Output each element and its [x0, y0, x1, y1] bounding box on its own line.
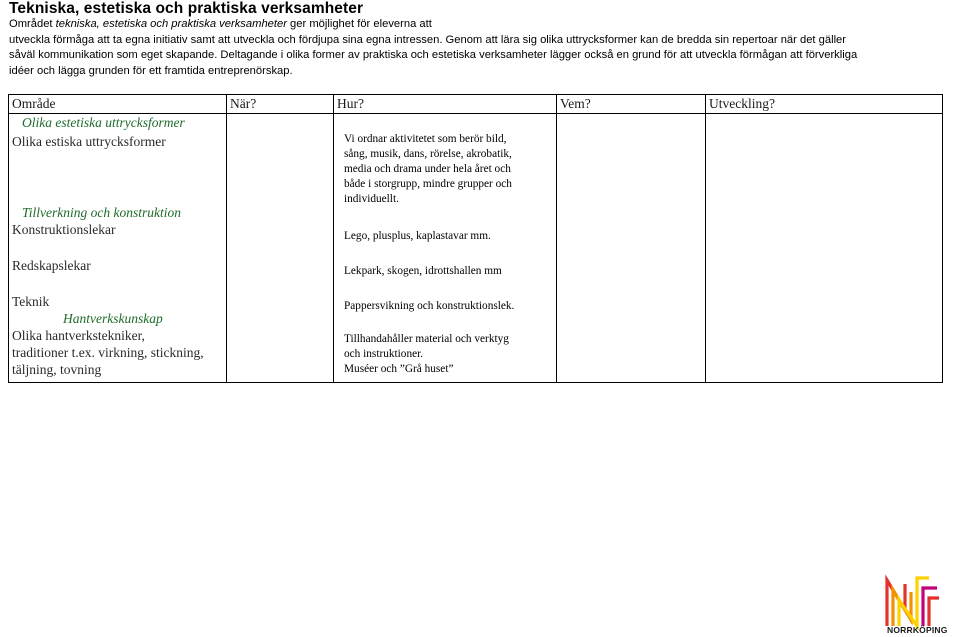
intro-line-2: utveckla förmåga att ta egna initiativ samt att utveckla och fördjupa sina egna intressen. Genom att lära sig olika uttrycksformer kan de bredda sin repertoar när det gäller	[9, 33, 847, 46]
page-title: Tekniska, estetiska och praktiska verksamheter	[9, 0, 364, 17]
table-header-row	[9, 95, 943, 114]
how-text: individuellt.	[344, 193, 399, 205]
hur-cell	[334, 114, 557, 383]
area-label: Olika estiska uttrycksformer	[12, 134, 166, 149]
area-label: täljning, tovning	[12, 362, 102, 377]
activity-table	[8, 94, 943, 383]
how-text: Tillhandahåller material och verktyg	[344, 333, 509, 345]
nar-cell	[227, 114, 334, 383]
area-label: Konstruktionslekar	[12, 222, 116, 237]
header-vem: Vem?	[557, 95, 706, 114]
intro-paragraph	[9, 17, 939, 79]
how-text: Vi ordnar aktivitetet som berör bild,	[344, 133, 507, 145]
intro-line-3: såväl kommunikation som eget skapande. Deltagande i olika former av praktiska och estetiska verksamheter lägger också en grund för att utveckla förmågan att förverkliga	[9, 49, 858, 61]
utveckling-cell	[706, 114, 943, 383]
how-text: media och drama under hela året och	[344, 163, 511, 175]
how-text: Pappersvikning och konstruktionslek.	[344, 300, 515, 312]
header-utveckling: Utveckling?	[706, 95, 943, 114]
logo-text: NORRKÖPING	[887, 625, 948, 635]
area-label: traditioner t.ex. virkning, stickning,	[12, 345, 204, 360]
header-omrade: Område	[9, 95, 227, 114]
norrkoping-logo-icon	[883, 566, 943, 634]
area-label: Teknik	[12, 294, 50, 309]
how-text: Lekpark, skogen, idrottshallen mm	[344, 265, 502, 277]
how-text: Muséer och ”Grå huset”	[344, 363, 454, 375]
area-cell	[9, 114, 227, 383]
how-text: Lego, plusplus, kaplastavar mm.	[344, 230, 491, 242]
vem-cell	[557, 114, 706, 383]
section-title: Tillverkning och konstruktion	[22, 205, 181, 220]
section-title: Hantverkskunskap	[63, 311, 163, 326]
area-label: Redskapslekar	[12, 258, 91, 273]
how-text: och instruktioner.	[344, 348, 424, 360]
header-nar: När?	[227, 95, 334, 114]
how-text: både i storgrupp, mindre grupper och	[344, 178, 512, 190]
header-hur: Hur?	[334, 95, 557, 114]
area-label: Olika hantverkstekniker,	[12, 328, 145, 343]
intro-line-1: Området tekniska, estetiska och praktiska verksamheter ger möjlighet för eleverna att	[9, 18, 432, 30]
intro-line-4: idéer och lägga grunden för ett framtida entreprenörskap.	[9, 64, 293, 77]
section-title: Olika estetiska uttrycksformer	[22, 115, 185, 130]
table-row	[9, 114, 943, 383]
how-text: sång, musik, dans, rörelse, akrobatik,	[344, 148, 512, 160]
